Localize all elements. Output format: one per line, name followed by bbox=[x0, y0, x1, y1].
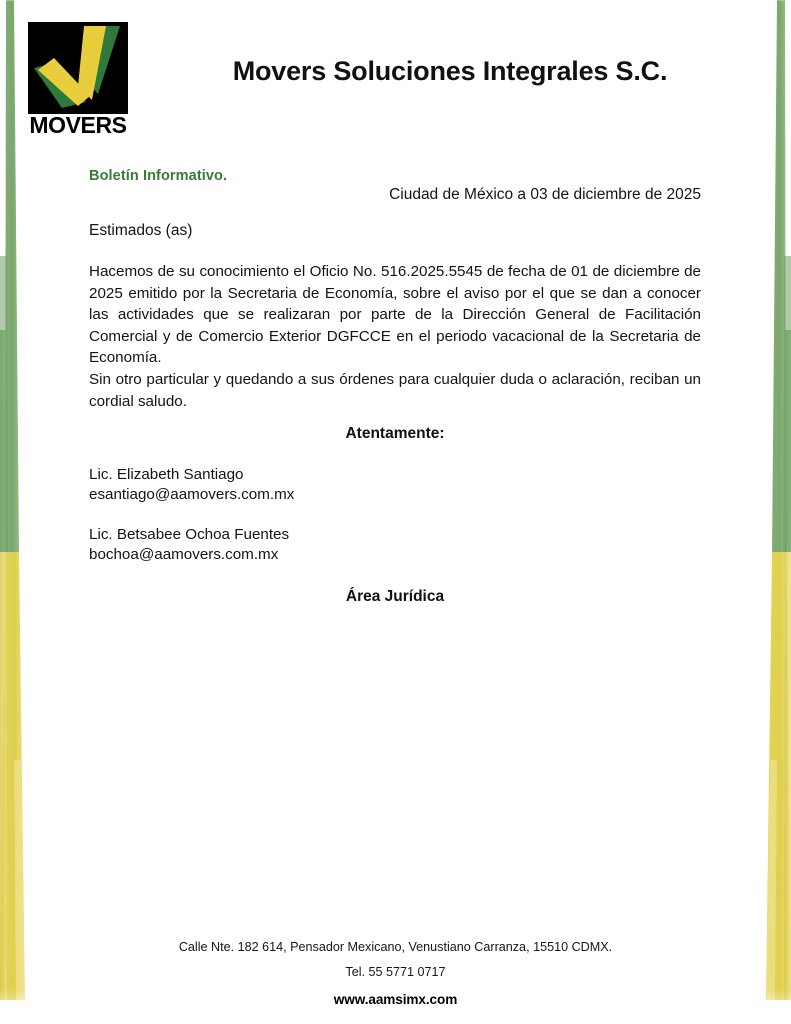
salutation: Estimados (as) bbox=[89, 222, 193, 239]
logo-wordmark: MOVERS bbox=[29, 112, 127, 138]
company-logo bbox=[28, 22, 128, 140]
closing-title: Atentamente: bbox=[345, 425, 445, 442]
footer-website[interactable]: www.aamsimx.com bbox=[333, 992, 458, 1007]
signer-block bbox=[89, 525, 289, 565]
date-line: Ciudad de México a 03 de diciembre de 2025 bbox=[389, 186, 701, 203]
signer-name: Lic. Elizabeth Santiago bbox=[89, 466, 244, 483]
company-title: Movers Soluciones Integrales S.C. bbox=[232, 56, 668, 86]
signer-name: Lic. Betsabee Ochoa Fuentes bbox=[89, 526, 290, 543]
body-paragraph-2: Sin otro particular y quedando a sus órdenes para cualquier duda o aclaración, reciban un cordial saludo. bbox=[89, 371, 701, 410]
document-footer bbox=[0, 938, 791, 1007]
footer-address: Calle Nte. 182 614, Pensador Mexicano, Venustiano Carranza, 15510 CDMX. bbox=[178, 940, 613, 954]
movers-logo-icon bbox=[28, 22, 128, 114]
body-paragraph-1: Hacemos de su conocimiento el Oficio No. 516.2025.5545 de fecha de 01 de diciembre de 2025 emitido por la Secretaria de Economía, sobre el aviso por el que se dan a conocer las actividades que se realizaran por parte de la Dirección General de Facilitación Comercial y de Comercio Exterior DGFCCE en el periodo vacacional de la Secretaria de Economía. bbox=[89, 263, 701, 366]
signer-email[interactable]: bochoa@aamovers.com.mx bbox=[89, 546, 279, 563]
footer-phone: Tel. 55 5771 0717 bbox=[345, 965, 446, 979]
signer-email[interactable]: esantiago@aamovers.com.mx bbox=[89, 486, 295, 503]
department-label: Área Jurídica bbox=[345, 588, 445, 605]
signer-block bbox=[89, 465, 294, 505]
bulletin-label: Boletín Informativo. bbox=[89, 168, 228, 184]
document-header bbox=[0, 0, 791, 155]
